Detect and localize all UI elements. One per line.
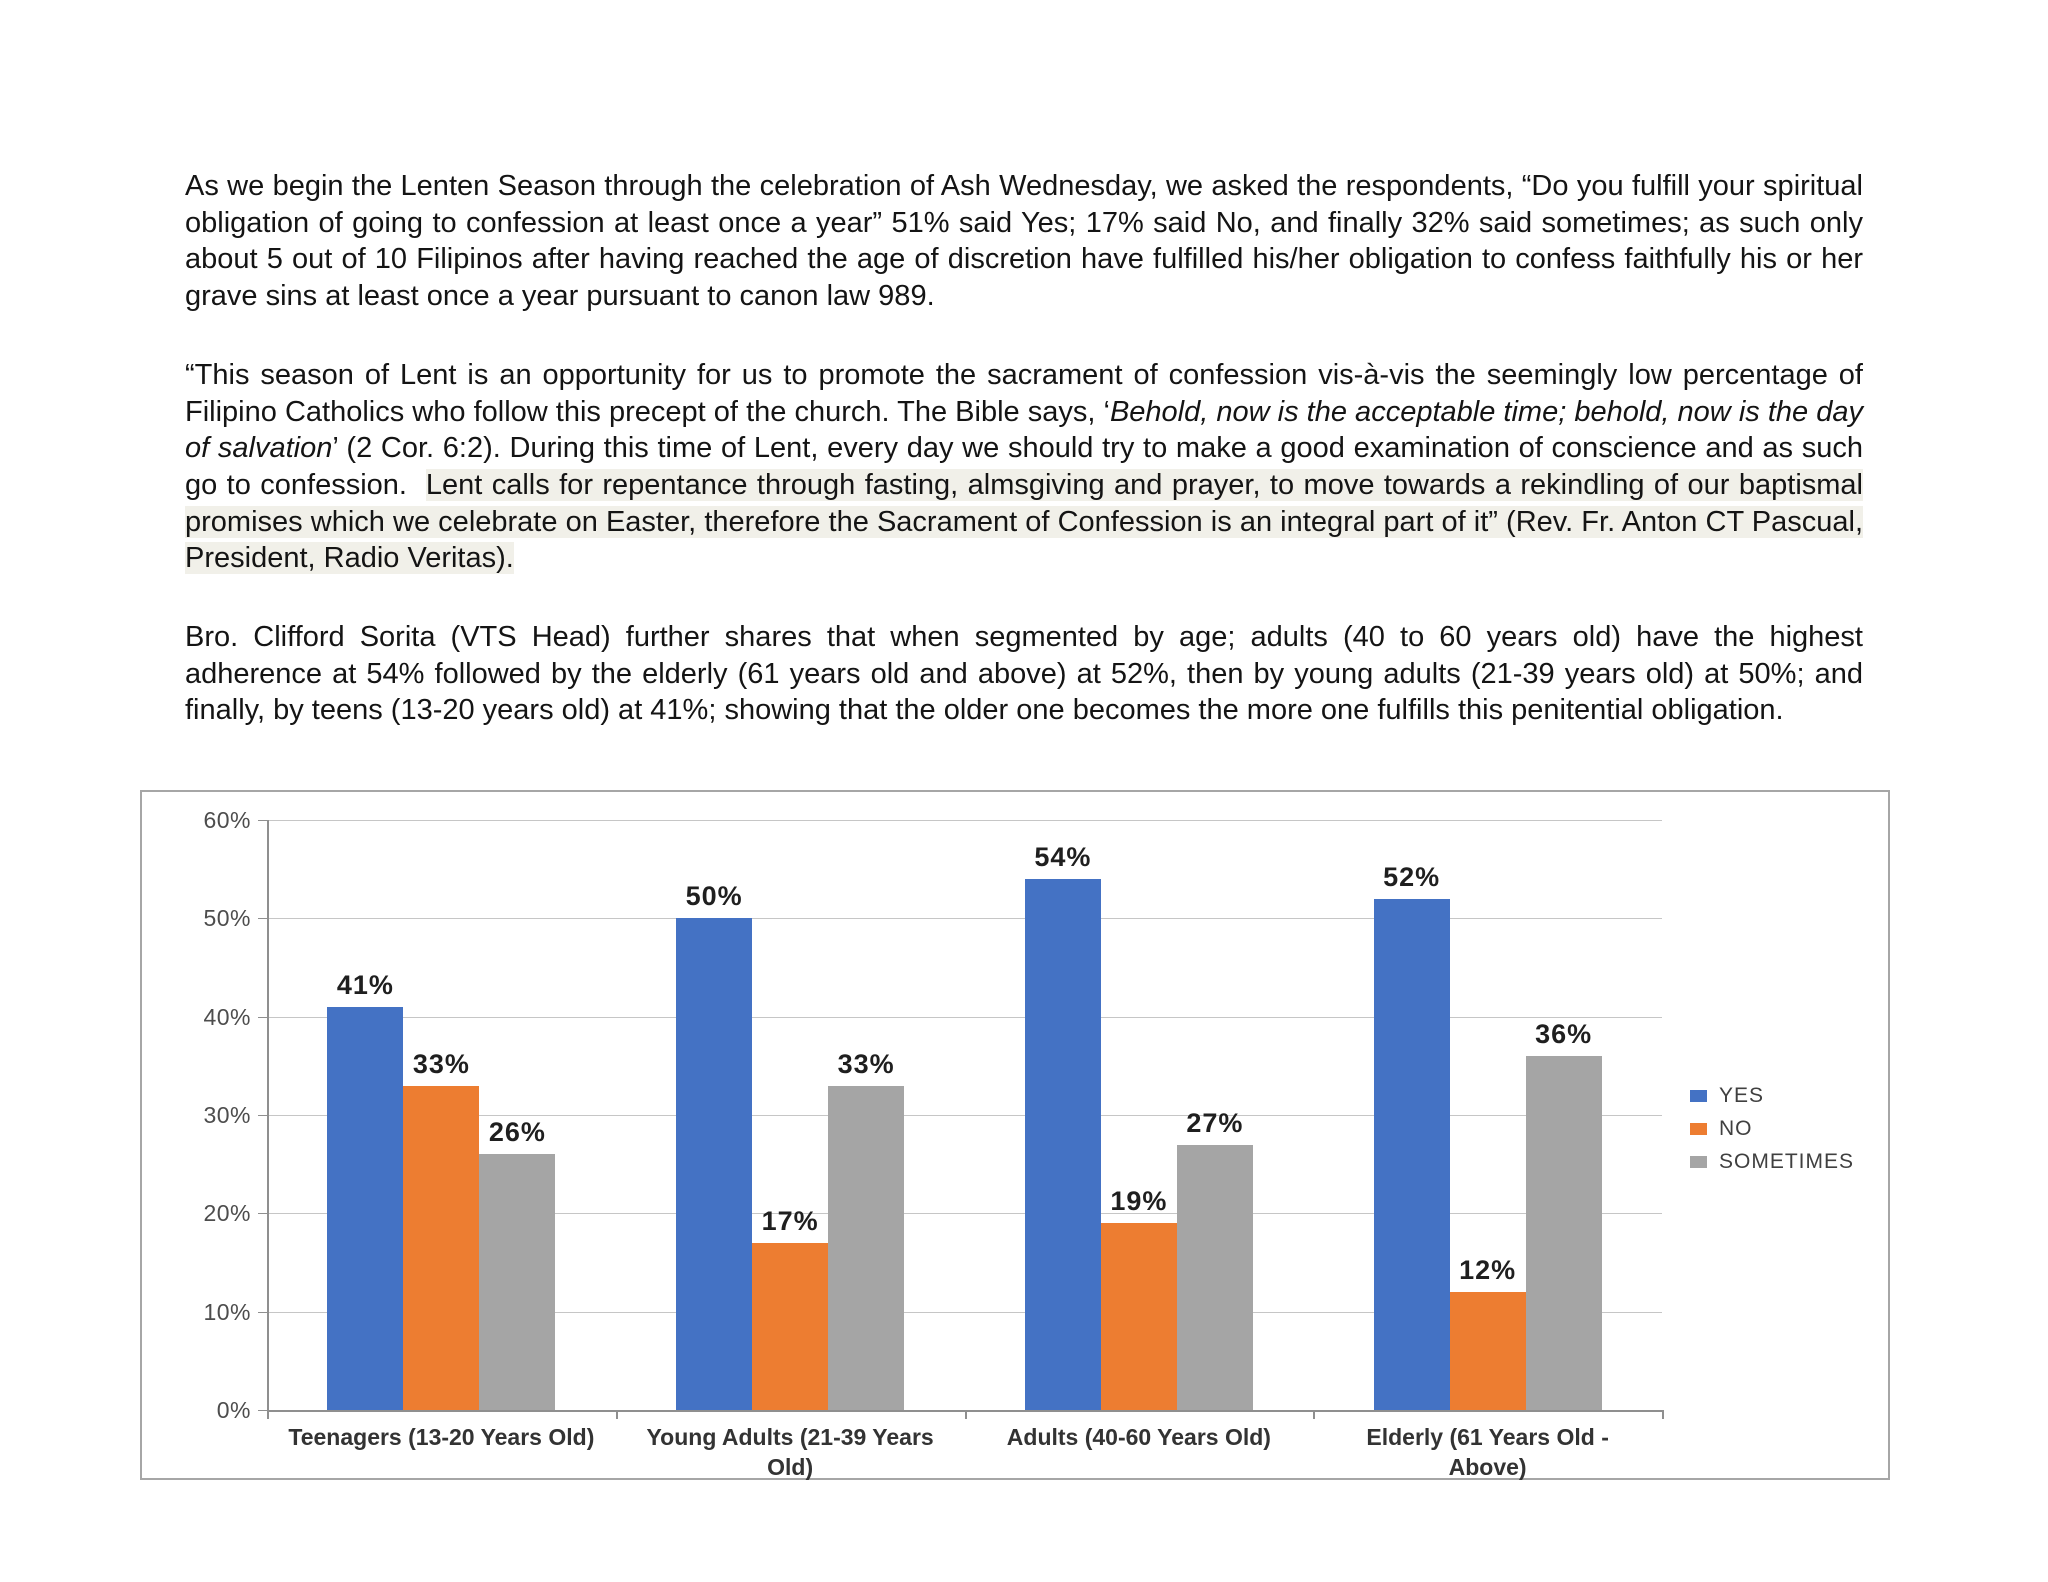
legend-item <box>1690 1117 1854 1141</box>
bar-yes <box>327 1007 403 1410</box>
highlighted-text: Lent calls for repentance through fasting, almsgiving and prayer, to move towards a rekindling of our baptismal promises which we celebrate on Easter, therefore the Sacrament of Confession is an integral part of it” (Rev. Fr. Anton CT Pascual, President, Radio Veritas). <box>185 468 1863 575</box>
bar-value-label: 54% <box>1034 842 1092 872</box>
y-axis-tick-label: 30% <box>203 1102 251 1128</box>
y-axis-tick-label: 40% <box>203 1003 251 1030</box>
bar-value-label: 17% <box>761 1205 819 1236</box>
bar-value-label: 52% <box>1383 861 1441 892</box>
legend-label: NO <box>1719 1117 1753 1140</box>
y-axis-tick <box>258 1115 267 1116</box>
bar-value-label: 50% <box>685 881 743 912</box>
bar-value-label: 19% <box>1110 1186 1168 1217</box>
text-segment: “This season of Lent is an opportunity for us to promote the sacrament of confession vis-à-vis the seemingly low percentage of Filipino Catholics who follow this precept of the church. The Bible says, ‘ <box>185 358 1863 428</box>
bar-value-label: 36% <box>1535 1019 1593 1049</box>
scripture-quote: Behold, now is the acceptable time; behold, now is the day of salvation <box>185 395 1863 465</box>
bar-no <box>1450 1292 1526 1410</box>
y-axis-tick <box>258 1410 267 1411</box>
paragraph <box>185 357 1863 577</box>
legend-item <box>1690 1150 1854 1174</box>
text-segment: ’ (2 Cor. 6:2). During this time of Lent, every day we should try to make a good examination of conscience and as such go to confession. <box>185 432 1864 501</box>
confession-by-age-bar-chart <box>140 790 1890 1480</box>
bar-no <box>1101 1223 1177 1410</box>
gridline <box>267 1017 1662 1018</box>
y-axis-tick <box>258 820 267 821</box>
legend-label: SOMETIMES <box>1719 1150 1855 1173</box>
bar-sometimes <box>1526 1056 1602 1410</box>
legend-swatch-no <box>1690 1123 1707 1135</box>
y-axis-tick <box>258 918 267 919</box>
bar-sometimes <box>479 1154 555 1410</box>
bar-value-label: 33% <box>412 1048 470 1079</box>
y-axis-tick <box>258 1213 267 1214</box>
bar-yes <box>1025 879 1101 1410</box>
bar-value-label: 12% <box>1459 1255 1517 1285</box>
text-segment: Bro. Clifford Sorita (VTS Head) further shares that when segmented by age; adults (40 to 60 years old) have the highest adherence at 54% followed by the elderly (61 years old and above) at 52%, then by young adults (21-39 years old) at 50%; and finally, by teens (13-20 years old) at 41%; showing that the older one becomes the more one fulfills this penitential obligation. <box>185 621 1863 727</box>
paragraph <box>185 168 1863 315</box>
x-axis-tick <box>267 1410 269 1419</box>
bar-yes <box>1374 899 1450 1410</box>
body-text <box>185 168 1863 771</box>
y-axis-tick-label: 0% <box>216 1397 251 1423</box>
x-axis-tick <box>1313 1410 1315 1419</box>
category-label: Adults (40-60 Years Old) <box>1006 1424 1271 1450</box>
legend-label: YES <box>1719 1084 1765 1107</box>
bar-value-label: 33% <box>837 1048 895 1079</box>
y-axis-tick-label: 20% <box>203 1200 251 1227</box>
paragraph <box>185 619 1863 729</box>
legend-swatch-sometimes <box>1690 1156 1707 1168</box>
y-axis-tick-label: 50% <box>203 905 251 932</box>
x-axis-tick <box>616 1410 618 1419</box>
bar-no <box>752 1243 828 1410</box>
y-axis-tick <box>258 1017 267 1018</box>
category-label: Elderly (61 Years Old - Above) <box>1366 1424 1609 1480</box>
y-axis-tick-label: 10% <box>203 1298 251 1325</box>
bar-sometimes <box>828 1086 904 1411</box>
bar-sometimes <box>1177 1145 1253 1411</box>
bar-value-label: 27% <box>1186 1107 1244 1138</box>
gridline <box>267 820 1662 821</box>
category-label: Teenagers (13-20 Years Old) <box>288 1424 595 1450</box>
y-axis-line <box>267 820 269 1410</box>
legend-swatch-yes <box>1690 1090 1707 1102</box>
y-axis-tick <box>258 1312 267 1313</box>
bar-yes <box>676 918 752 1410</box>
category-label: Young Adults (21-39 Years Old) <box>646 1424 934 1480</box>
bar-value-label: 41% <box>336 969 394 1000</box>
y-axis-tick-label: 60% <box>203 807 251 833</box>
x-axis-tick <box>1662 1410 1664 1419</box>
text-segment: As we begin the Lenten Season through the celebration of Ash Wednesday, we asked the respondents, “Do you fulfill your spiritual obligation of going to confession at least once a year” 51% said Yes; 17% said No, and finally 32% said sometimes; as such only about 5 out of 10 Filipinos after having reached the age of discretion have fulfilled his/her obligation to confess faithfully his or her grave sins at least once a year pursuant to canon law 989. <box>185 170 1863 313</box>
gridline <box>267 918 1662 919</box>
bar-value-label: 26% <box>488 1117 546 1148</box>
legend-item <box>1690 1084 1854 1108</box>
chart-legend <box>1690 1084 1854 1183</box>
x-axis-tick <box>965 1410 967 1419</box>
bar-no <box>403 1086 479 1411</box>
